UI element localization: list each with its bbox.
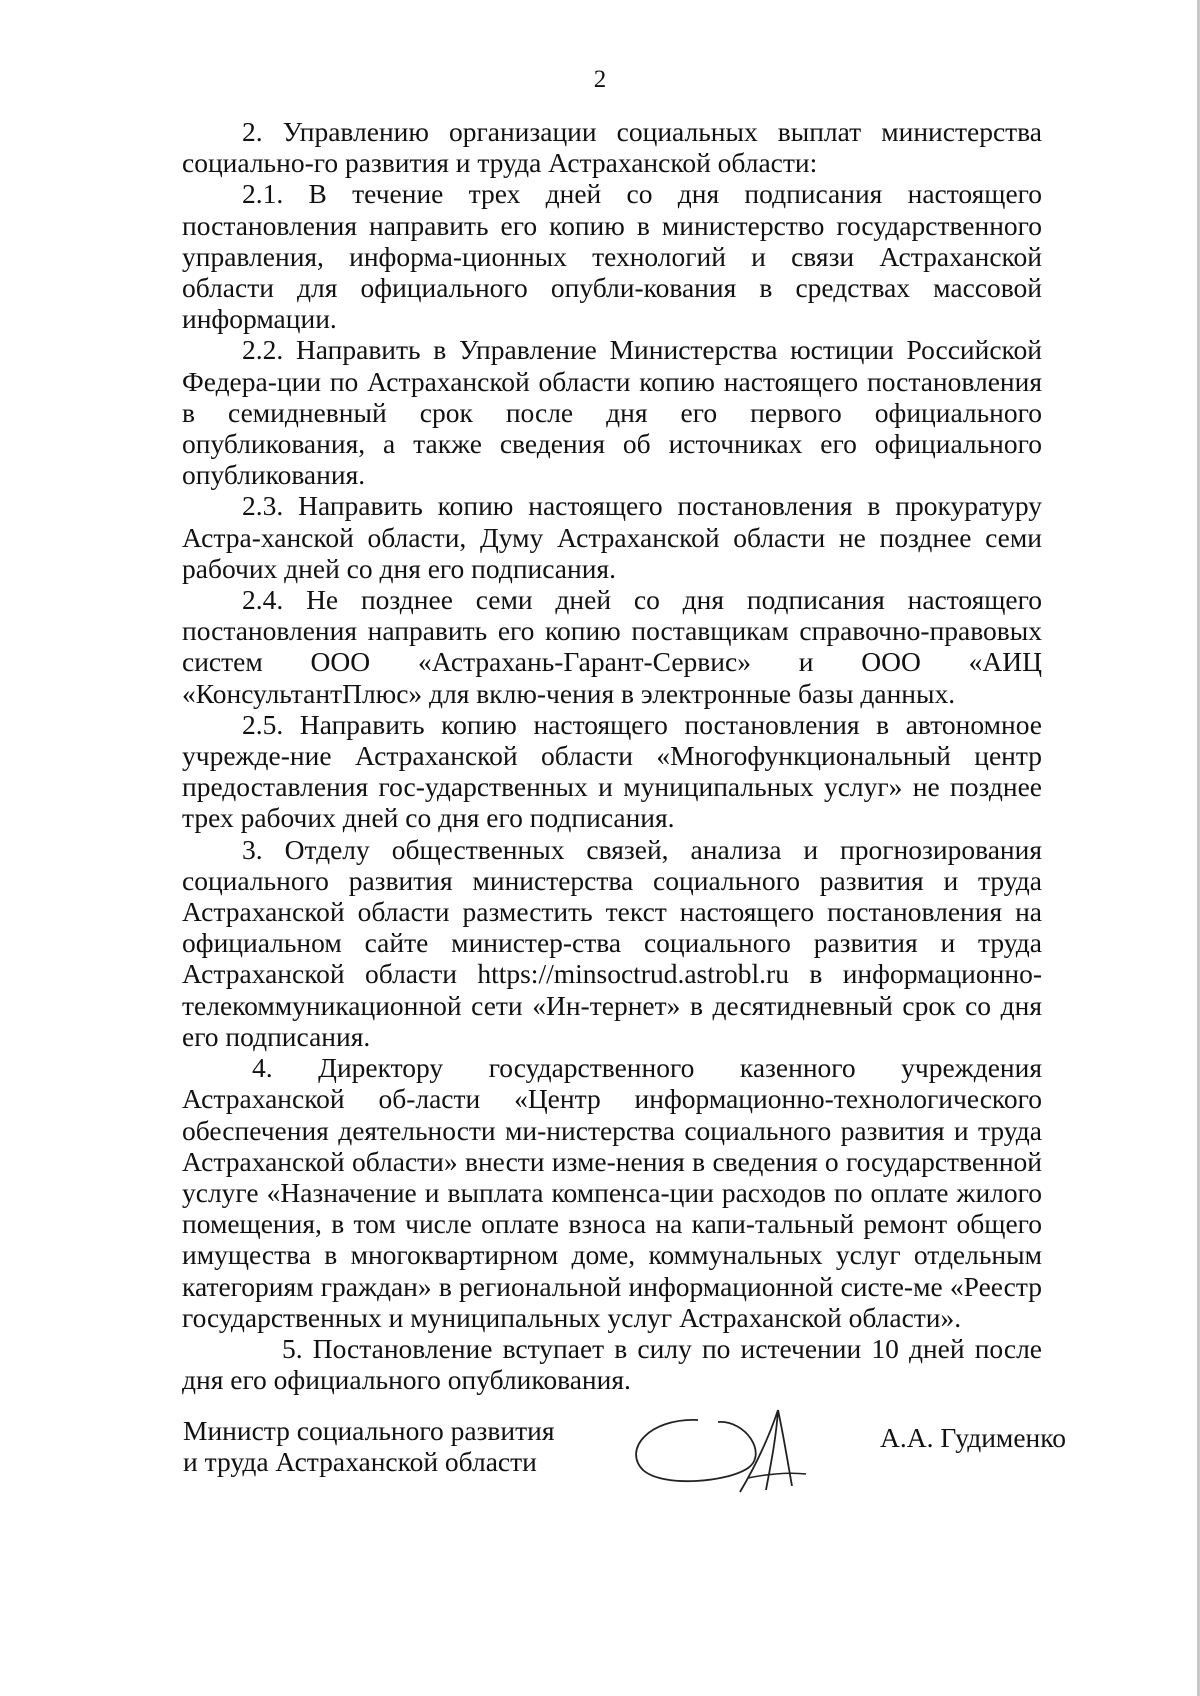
paragraph-2-2: 2.2. Направить в Управление Министерства юстиции Российской Федера-ции по Астраханской области копию настоящего постановления в семидневный срок после дня его первого официального опубликования, а также сведения об источниках его официального опубликования. (182, 334, 1042, 491)
paragraph-5: 5. Постановление вступает в силу по истечении 10 дней после дня его официального опубликования. (182, 1332, 1042, 1396)
document-body (182, 116, 1042, 1395)
paragraph-2-1: 2.1. В течение трех дней со дня подписания настоящего постановления направить его копию в министерство государственного управления, информа-ционных технологий и связи Астраханской области для официального опубли-кования в средствах массовой информации. (182, 178, 1042, 335)
signatory-name: А.А. Гудименко (880, 1422, 1066, 1453)
paragraph-2-3: 2.3. Направить копию настоящего постановления в прокуратуру Астра-ханской области, Думу Астраханской области не позднее семи рабочих дней со дня его подписания. (182, 490, 1042, 584)
page-number: 2 (593, 66, 607, 93)
paragraph-2-4: 2.4. Не позднее семи дней со дня подписания настоящего постановления направить его копию поставщикам справочно-правовых систем ООО «Астрахань-Гарант-Сервис» и ООО «АИЦ «КонсультантПлюс» для вклю-чения в электронные базы данных. (182, 584, 1042, 709)
signatory-position-line2: и труда Астраханской области (183, 1446, 537, 1477)
paragraph-2: 2. Управлению организации социальных выплат министерства социально-го развития и труда Астраханской области: (182, 116, 1042, 179)
signatory-position (183, 1415, 554, 1477)
signatory-position-line1: Министр социального развития (183, 1415, 555, 1446)
paragraph-4: 4. Директору государственного казенного учреждения Астраханской об-ласти «Центр информационно-технологического обеспечения деятельности ми-нистерства социального развития и труда Астраханской области» внести изме-нения в сведения о государственной услуге «Назначение и выплата компенса-ции расходов по оплате жилого помещения, в том числе оплате взноса на капи-тальный ремонт общего имущества в многоквартирном доме, коммунальных услуг отдельным категориям граждан» в региональной информационной систе-ме «Реестр государственных и муниципальных услуг Астраханской области». (182, 1052, 1042, 1333)
paragraph-2-5: 2.5. Направить копию настоящего постановления в автономное учрежде-ние Астраханской области «Многофункциональный центр предоставления гос-ударственных и муниципальных услуг» не позднее трех рабочих дней со дня его подписания. (182, 708, 1042, 834)
paragraph-3: 3. Отделу общественных связей, анализа и прогнозирования социального развития министерства социального развития и труда Астраханской области разместить текст настоящего постановления на официальном сайте министер-ства социального развития и труда Астраханской области https://minsoctrud.astrobl.ru в информационно-телекоммуникационной сети «Ин-тернет» в десятидневный срок со дня его подписания. (182, 833, 1042, 1052)
handwritten-signature (628, 1390, 868, 1500)
